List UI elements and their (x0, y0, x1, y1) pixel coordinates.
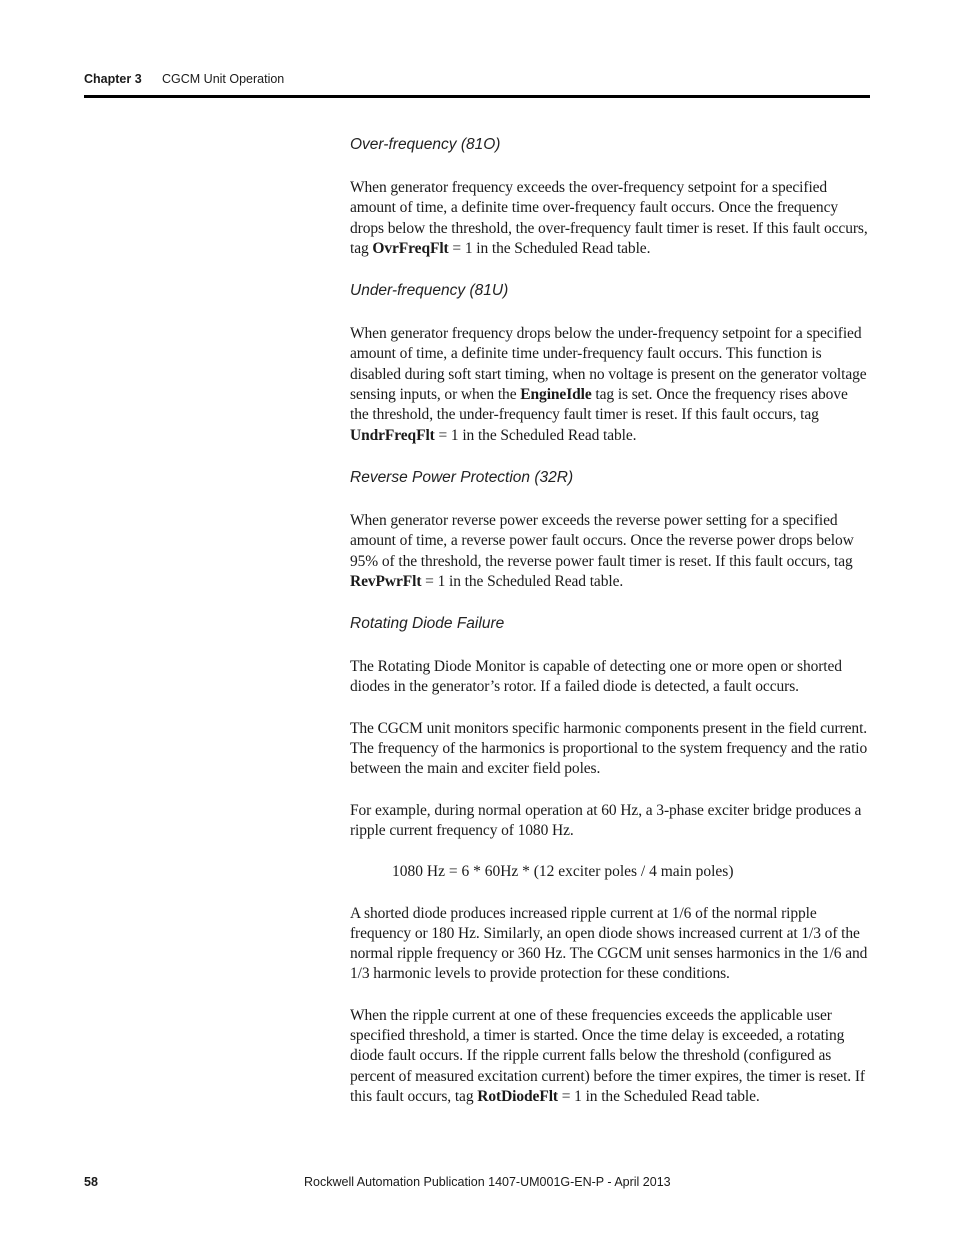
paragraph-ripple-timer (350, 1006, 870, 1107)
formula: 1080 Hz = 6 * 60Hz * (12 exciter poles / 4 main poles) (392, 863, 734, 881)
header-rule (84, 95, 870, 98)
paragraph-over-frequency (350, 178, 870, 259)
text-run: When generator frequency exceeds the over-frequency setpoint for a specified amount of time, a definite time over-frequency fault occurs. Once the frequency drops below the threshold, the over-frequency fault timer is reset. If this fault occurs, tag (350, 179, 868, 257)
tag-name: EngineIdle (520, 386, 592, 404)
section-heading-reverse-power: Reverse Power Protection (32R) (350, 468, 574, 486)
text-run: tag is set. Once the frequency rises above the threshold, the under-frequency fault timer is reset. If this fault occurs, tag (350, 386, 848, 424)
main-content (350, 134, 870, 1128)
chapter-title: CGCM Unit Operation (162, 72, 285, 86)
section-heading-over-frequency: Over-frequency (81O) (350, 136, 501, 153)
paragraph-reverse-power (350, 511, 870, 592)
paragraph-example: For example, during normal operation at 60 Hz, a 3-phase exciter bridge produces a ripple current frequency of 1080 Hz. (350, 801, 862, 839)
tag-name: OvrFreqFlt (372, 239, 449, 257)
tag-name: RotDiodeFlt (477, 1087, 558, 1105)
section-heading-rotating-diode: Rotating Diode Failure (350, 615, 505, 633)
chapter-label: Chapter 3 (84, 72, 142, 86)
paragraph-harmonics: The CGCM unit monitors specific harmonic components present in the field current. The frequency of the harmonics is proportional to the system frequency and the ratio between the main and exciter field poles. (350, 719, 868, 778)
text-run: When the ripple current at one of these frequencies exceeds the applicable user specified threshold, a timer is started. Once the time delay is exceeded, a rotating diode fault occurs. If the ripple current falls below the threshold (configured as percent of measured excitation current) before the timer expires, the timer is reset. If this fault occurs, tag (350, 1006, 865, 1105)
text-run: When generator frequency drops below the under-frequency setpoint for a specified amount of time, a definite time under-frequency fault occurs. This function is disabled during soft start timing, when no voltage is present on the generator voltage sensing inputs, or when the (350, 325, 867, 404)
text-run: = 1 in the Scheduled Read table. (448, 239, 651, 257)
text-run: = 1 in the Scheduled Read table. (421, 572, 624, 590)
text-run: = 1 in the Scheduled Read table. (557, 1087, 760, 1105)
section-heading-under-frequency: Under-frequency (81U) (350, 282, 509, 300)
text-run: = 1 in the Scheduled Read table. (434, 426, 637, 444)
publication-footer: Rockwell Automation Publication 1407-UM001G-EN-P - April 2013 (304, 1175, 671, 1189)
tag-name: RevPwrFlt (350, 572, 422, 590)
tag-name: UndrFreqFlt (350, 426, 435, 444)
text-run: When generator reverse power exceeds the reverse power setting for a specified amount of time, a reverse power fault occurs. Once the reverse power drops below 95% of the threshold, the reverse power fault timer is reset. If this fault occurs, tag (350, 511, 854, 570)
page-header (84, 72, 285, 86)
paragraph-under-frequency (350, 324, 870, 446)
page-number: 58 (84, 1175, 98, 1189)
paragraph-diode-monitor: The Rotating Diode Monitor is capable of detecting one or more open or shorted diodes in the generator’s rotor. If a failed diode is detected, a fault occurs. (350, 658, 842, 696)
paragraph-shorted-open-diode: A shorted diode produces increased ripple current at 1/6 of the normal ripple frequency or 180 Hz. Similarly, an open diode shows increased current at 1/3 of the normal ripple frequency or 360 Hz. The CGCM unit senses harmonics in the 1/6 and 1/3 harmonic levels to provide protection for these conditions. (350, 904, 868, 983)
